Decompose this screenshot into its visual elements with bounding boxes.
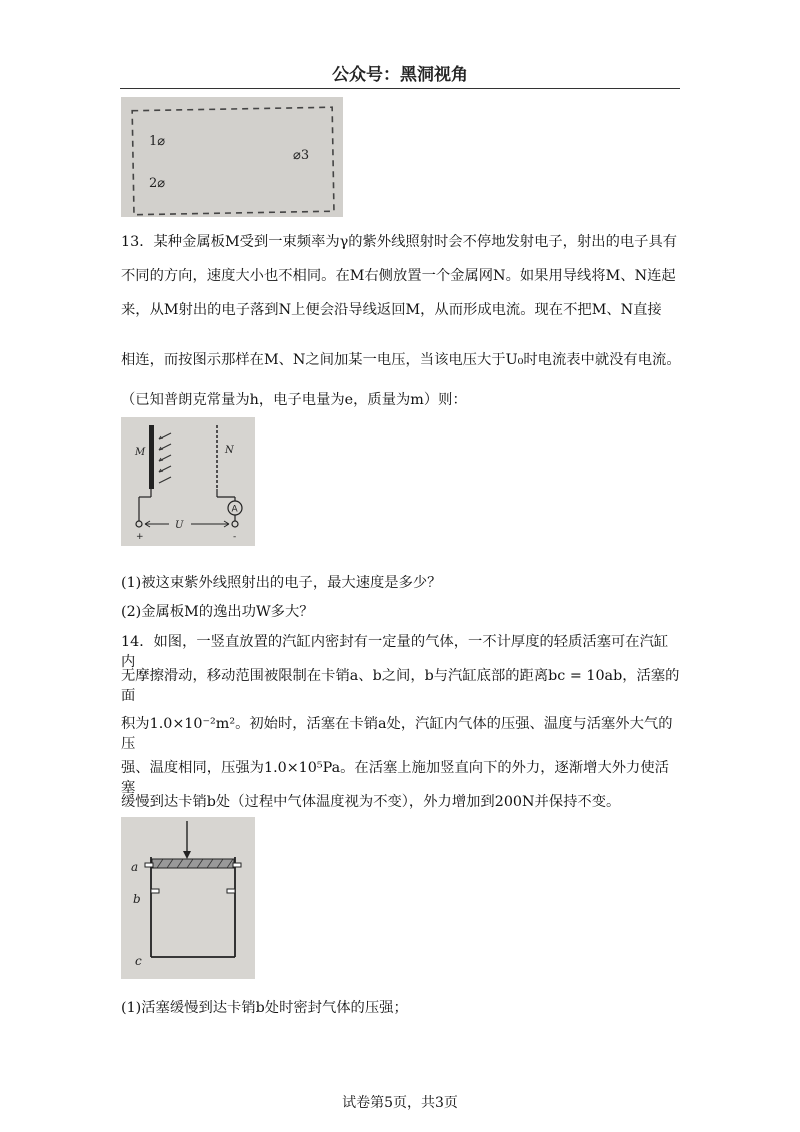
terminal-plus: + (136, 532, 144, 542)
pin-a-label: a (131, 860, 139, 874)
q13-line-4: 相连，而按图示那样在M、N之间加某一电压，当该电压大于U₀时电流表中就没有电流。 (121, 352, 681, 368)
ammeter-label: A (231, 504, 238, 515)
point-1-label: 1⌀ (149, 134, 166, 149)
figure-points-box (121, 97, 343, 217)
q14-line-4: 强、温度相同，压强为1.0×10⁵Pa。在活塞上施加竖直向下的外力，逐渐增大外力使活塞 (121, 760, 669, 796)
q14-line-2: 无摩擦滑动，移动范围被限制在卡销a、b之间，b与汽缸底部的距离bc = 10ab，活塞的面 (121, 668, 680, 704)
bottom-c-label: c (135, 954, 142, 968)
q13-sub-1: (1)被这束紫外线照射出的电子，最大速度是多少？ (121, 575, 442, 591)
net-n-label: N (225, 445, 234, 456)
q13-sub-2: (2)金属板M的逸出功W多大？ (121, 604, 314, 620)
voltage-u-label: U (175, 520, 184, 531)
point-2-label: 2⌀ (149, 176, 166, 191)
q13-line-2: 不同的方向，速度大小也不相同。在M右侧放置一个金属网N。如果用导线将M、N连起 (121, 268, 676, 284)
figure-cylinder-piston (121, 817, 255, 979)
pin-b-label: b (133, 892, 141, 906)
q13-line-3: 来，从M射出的电子落到N上便会沿导线返回M，从而形成电流。现在不把M、N直接 (121, 302, 662, 318)
q14-line-3: 积为1.0×10⁻²m²。初始时，活塞在卡销a处，汽缸内气体的压强、温度与活塞外大气的压 (121, 716, 673, 752)
q14-line-5: 缓慢到达卡销b处（过程中气体温度视为不变），外力增加到200N并保持不变。 (121, 794, 621, 810)
page-header-title: 公众号：黑洞视角 (332, 65, 468, 85)
q14-sub-1: (1)活塞缓慢到达卡销b处时密封气体的压强； (121, 1000, 408, 1016)
q13-line-5: （已知普朗克常量为h，电子电量为e，质量为m）则： (121, 392, 467, 408)
terminal-minus: - (233, 532, 237, 542)
figure-photoelectric-circuit (121, 417, 255, 546)
q13-line-1: 13．某种金属板M受到一束频率为γ的紫外线照射时会不停地发射电子，射出的电子具有 (121, 234, 678, 250)
header-rule (120, 88, 680, 89)
plate-m-label: M (135, 447, 146, 458)
point-3-label: ⌀3 (293, 148, 310, 163)
page-footer: 试卷第5页，共3页 (342, 1095, 458, 1111)
q14-line-1: 14．如图，一竖直放置的汽缸内密封有一定量的气体，一不计厚度的轻质活塞可在汽缸内 (121, 634, 669, 670)
